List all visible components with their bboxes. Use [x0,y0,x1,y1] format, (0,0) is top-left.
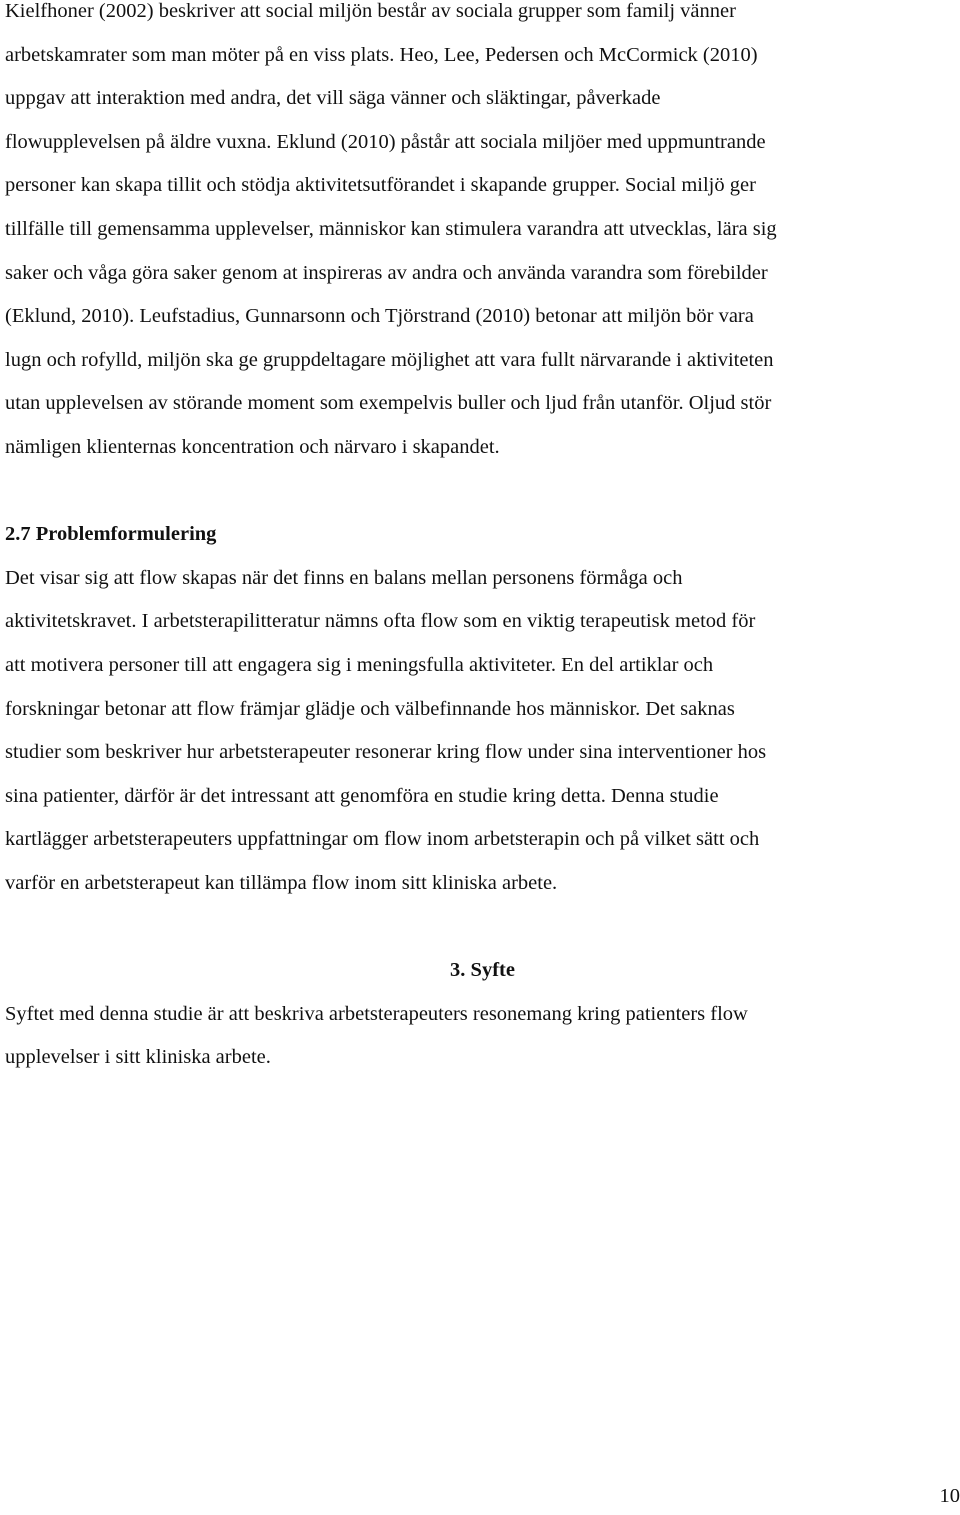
paragraph-spacer [5,905,960,949]
text-line: personer kan skapa tillit och stödja aktivitetsutförandet i skapande grupper. Social miljö ger [5,174,756,197]
text-line: uppgav att interaktion med andra, det vill säga vänner och släktingar, påverkade [5,87,661,110]
text-line: Kielfhoner (2002) beskriver att social miljön består av sociala grupper som familj vänner [5,0,736,22]
section-heading-syfte: 3. Syfte [450,959,515,982]
text-line: utan upplevelsen av störande moment som exempelvis buller och ljud från utanför. Oljud stör [5,392,772,415]
paragraph-social-environment [5,0,960,470]
text-line: kartlägger arbetsterapeuters uppfattningar om flow inom arbetsterapin och på vilket sätt och [5,828,760,851]
text-line: (Eklund, 2010). Leufstadius, Gunnarsonn och Tjörstrand (2010) betonar att miljön bör vara [5,305,754,328]
text-line: nämligen klienternas koncentration och närvaro i skapandet. [5,435,500,458]
text-line: aktivitetskravet. I arbetsterapilitteratur nämns ofta flow som en viktig terapeutisk metod för [5,610,756,633]
text-line: tillfälle till gemensamma upplevelser, människor kan stimulera varandra att utvecklas, lära sig [5,217,777,240]
text-line: sina patienter, därför är det intressant att genomföra en studie kring detta. Denna studie [5,784,719,807]
text-line: att motivera personer till att engagera sig i meningsfulla aktiviteter. En del artiklar och [5,653,714,676]
text-line: arbetskamrater som man möter på en viss plats. Heo, Lee, Pedersen och McCormick (2010) [5,43,758,66]
text-line: lugn och rofylld, miljön ska ge gruppdeltagare möjlighet att vara fullt närvarande i aktiviteten [5,348,774,371]
text-line: forskningar betonar att flow främjar glädje och välbefinnande hos människor. Det saknas [5,697,735,720]
text-line: upplevelser i sitt kliniska arbete. [5,1046,271,1069]
text-line: saker och våga göra saker genom at inspireras av andra och använda varandra som förebilder [5,261,768,284]
section-heading-problemformulering: 2.7 Problemformulering [5,523,217,546]
text-line: studier som beskriver hur arbetsterapeuter resonerar kring flow under sina interventioner hos [5,741,767,764]
text-line: flowupplevelsen på äldre vuxna. Eklund (2010) påstår att sociala miljöer med uppmuntrande [5,130,766,153]
text-line: varför en arbetsterapeut kan tillämpa flow inom sitt kliniska arbete. [5,871,558,894]
paragraph-problemformulering [5,557,960,906]
document-page [5,0,960,1080]
text-line: Syftet med denna studie är att beskriva arbetsterapeuters resonemang kring patienters flow [5,1002,748,1025]
text-line: Det visar sig att flow skapas när det finns en balans mellan personens förmåga och [5,566,683,589]
page-number: 10 [939,1485,960,1507]
paragraph-syfte [5,993,960,1080]
paragraph-spacer [5,470,960,514]
